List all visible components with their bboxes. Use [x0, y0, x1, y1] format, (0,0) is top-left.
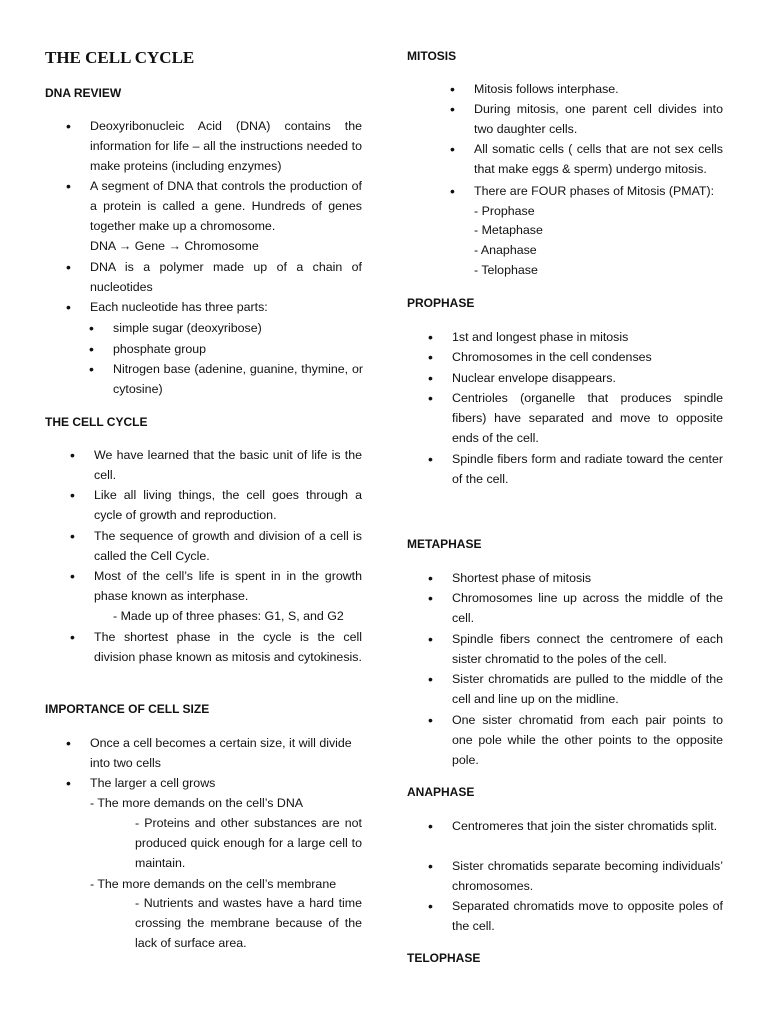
bullet-icon: •	[66, 178, 71, 194]
bullet-icon: •	[70, 487, 75, 503]
list-item: • Mitosis follows interphase.	[450, 81, 619, 97]
metaphase-heading: METAPHASE	[407, 537, 482, 551]
bullet-icon: •	[428, 329, 433, 345]
list-item: • All somatic cells ( cells that are not sex cells that make eggs & sperm) undergo mitosis.	[450, 141, 723, 176]
list-item: • Centromeres that join the sister chromatids split.	[428, 818, 718, 834]
bullet-icon: •	[450, 141, 455, 157]
list-item: • Spindle fibers connect the centromere of each sister chromatid to the poles of the cell.	[428, 631, 723, 666]
bullet-icon: •	[428, 451, 433, 467]
bullet-icon: •	[428, 818, 433, 834]
bullet-icon: •	[89, 361, 94, 377]
list-item: • Deoxyribonucleic Acid (DNA) contains the information for life – all the instructions needed to make proteins (including enzymes)	[66, 118, 362, 173]
bullet-icon: •	[70, 568, 75, 584]
bullet-icon: •	[450, 101, 455, 117]
cell-size-heading: IMPORTANCE OF CELL SIZE	[45, 702, 210, 716]
bullet-icon: •	[428, 370, 433, 386]
phase-item: - Anaphase	[474, 243, 537, 257]
list-item: • Once a cell becomes a certain size, it will divide into two cells	[66, 735, 352, 770]
list-item: • The larger a cell grows	[66, 775, 216, 791]
phase-item: - Telophase	[474, 263, 538, 277]
bullet-icon: •	[66, 735, 71, 751]
cell-cycle-heading: THE CELL CYCLE	[45, 415, 148, 429]
list-item: • 1st and longest phase in mitosis	[428, 329, 629, 345]
list-item: • Each nucleotide has three parts:	[66, 299, 268, 315]
bullet-icon: •	[89, 320, 94, 336]
list-item: • Most of the cell’s life is spent in in the growth phase known as interphase.	[70, 568, 362, 603]
sub-text: - Made up of three phases: G1, S, and G2	[113, 609, 344, 623]
sub-text: - The more demands on the cell’s membrane	[90, 877, 337, 891]
list-item: • Nitrogen base (adenine, guanine, thymine, or cytosine)	[89, 361, 363, 396]
bullet-icon: •	[428, 349, 433, 365]
mitosis-heading: MITOSIS	[407, 49, 457, 63]
bullet-icon: •	[450, 183, 455, 199]
bullet-icon: •	[428, 898, 433, 914]
phase-item: - Metaphase	[474, 223, 543, 237]
list-item: • Sister chromatids separate becoming individuals’ chromosomes.	[428, 858, 723, 893]
bullet-icon: •	[70, 447, 75, 463]
dna-flow: DNA → Gene → Chromosome	[90, 239, 259, 253]
dna-review-heading: DNA REVIEW	[45, 86, 122, 100]
bullet-icon: •	[70, 629, 75, 645]
bullet-icon: •	[89, 341, 94, 357]
anaphase-heading: ANAPHASE	[407, 785, 475, 799]
list-item: • Chromosomes line up across the middle of the cell.	[428, 590, 723, 625]
list-item: • Separated chromatids move to opposite poles of the cell.	[428, 898, 723, 933]
list-item: • During mitosis, one parent cell divides into two daughter cells.	[450, 101, 723, 136]
list-item: • Centrioles (organelle that produces spindle fibers) have separated and move to opposite ends of the cell.	[428, 390, 723, 445]
prophase-heading: PROPHASE	[407, 296, 475, 310]
list-item: • There are FOUR phases of Mitosis (PMAT):	[450, 183, 715, 199]
bullet-icon: •	[428, 390, 433, 406]
bullet-icon: •	[70, 528, 75, 544]
list-item: • The shortest phase in the cycle is the cell division phase known as mitosis and cytokinesis.	[70, 629, 362, 664]
bullet-icon: •	[428, 671, 433, 687]
list-item: • Nuclear envelope disappears.	[428, 370, 616, 386]
sub-text: - Nutrients and wastes have a hard time crossing the membrane because of the lack of surface area.	[135, 896, 362, 950]
bullet-icon: •	[66, 118, 71, 134]
list-item: • The sequence of growth and division of a cell is called the Cell Cycle.	[70, 528, 362, 563]
bullet-icon: •	[428, 631, 433, 647]
list-item: • Like all living things, the cell goes through a cycle of growth and reproduction.	[70, 487, 362, 522]
sub-text: - The more demands on the cell’s DNA	[90, 796, 304, 810]
list-item: • Sister chromatids are pulled to the middle of the cell and line up on the midline.	[428, 671, 723, 706]
list-item: • We have learned that the basic unit of life is the cell.	[70, 447, 362, 482]
bullet-icon: •	[66, 259, 71, 275]
list-item: • DNA is a polymer made up of a chain of nucleotides	[66, 259, 362, 294]
page-title: THE CELL CYCLE	[45, 48, 195, 67]
bullet-icon: •	[428, 570, 433, 586]
bullet-icon: •	[428, 858, 433, 874]
phase-item: - Prophase	[474, 204, 535, 218]
bullet-icon: •	[450, 81, 455, 97]
list-item: • Chromosomes in the cell condenses	[428, 349, 652, 365]
list-item: • phosphate group	[89, 341, 207, 357]
list-item: • Spindle fibers form and radiate toward the center of the cell.	[428, 451, 723, 486]
list-item: • simple sugar (deoxyribose)	[89, 320, 262, 336]
list-item: • A segment of DNA that controls the production of a protein is called a gene. Hundreds of genes together make up a chromosome.	[66, 178, 362, 233]
list-item: • Shortest phase of mitosis	[428, 570, 592, 586]
bullet-icon: •	[66, 775, 71, 791]
bullet-icon: •	[66, 299, 71, 315]
bullet-icon: •	[428, 712, 433, 728]
list-item: • One sister chromatid from each pair points to one pole while the other points to the opposite pole.	[428, 712, 723, 767]
bullet-icon: •	[428, 590, 433, 606]
sub-text: - Proteins and other substances are not produced quick enough for a large cell to maintain.	[135, 816, 362, 870]
telophase-heading: TELOPHASE	[407, 951, 481, 965]
